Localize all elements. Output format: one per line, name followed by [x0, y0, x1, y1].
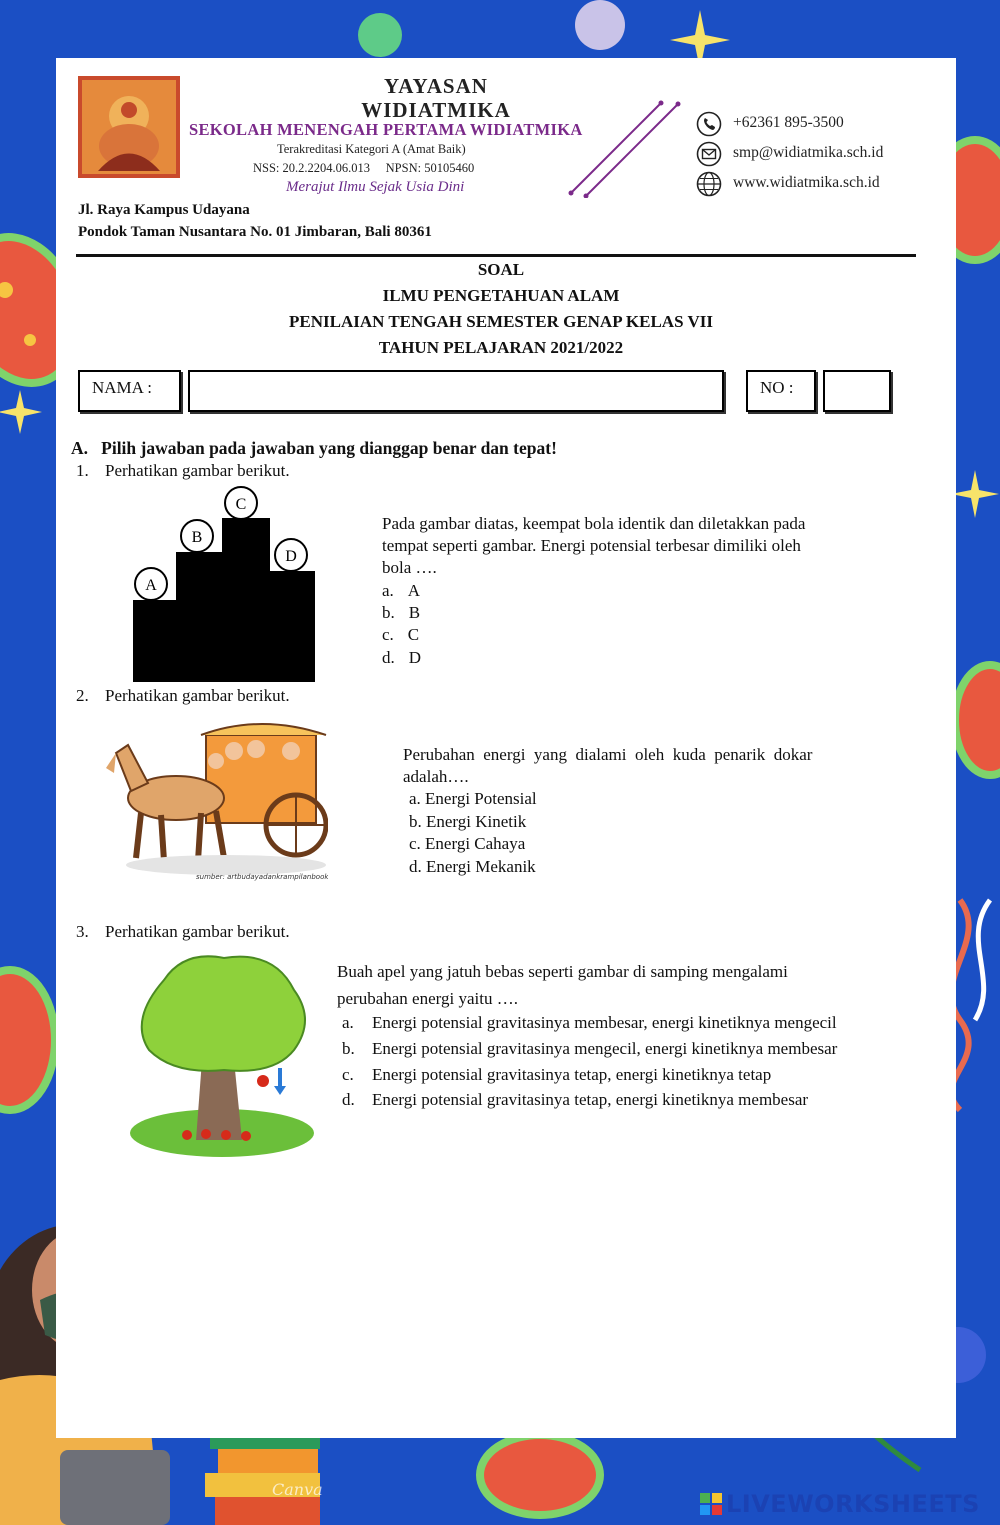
q3-option-d[interactable]: d. Energi potensial gravitasinya tetap, energi kinetiknya membesar: [342, 1090, 809, 1109]
q2-option-c[interactable]: c. Energi Cahaya: [409, 834, 526, 853]
q1-stairs-figure: [126, 486, 326, 684]
q3-option-a[interactable]: a. Energi potensial gravitasinya membesar, energi kinetiknya mengecil: [342, 1013, 837, 1032]
worksheet-page: [56, 58, 956, 1438]
q3-option-c[interactable]: c. Energi potensial gravitasinya tetap, energi kinetiknya tetap: [342, 1065, 772, 1084]
q2-horse-cart-image: [106, 713, 328, 883]
q3-option-b[interactable]: b. Energi potensial gravitasinya mengecil, energi kinetiknya membesar: [342, 1039, 838, 1058]
liveworksheets-icon: [700, 1493, 722, 1515]
ball-a-label: A: [145, 577, 157, 594]
q2-intro: Perhatikan gambar berikut.: [105, 686, 290, 705]
q1-text: Pada gambar diatas, keempat bola identik dan diletakkan pada tempat seperti gambar. Energi potensial terbesar dimiliki oleh bola ….: [382, 514, 806, 577]
q3-number: 3.: [76, 922, 89, 941]
title-exam: PENILAIAN TENGAH SEMESTER GENAP KELAS VII: [288, 312, 713, 331]
q1-option-d[interactable]: d. D: [382, 648, 422, 667]
title-soal: SOAL: [477, 260, 525, 279]
q1-number: 1.: [76, 461, 89, 480]
name-input[interactable]: [188, 370, 724, 412]
canva-watermark: Canva: [272, 1480, 323, 1499]
q1-option-c[interactable]: c. C: [382, 625, 420, 644]
q1-option-a[interactable]: a. A: [382, 581, 421, 600]
email-icon: [696, 141, 722, 167]
phone-icon: [696, 111, 722, 137]
name-label: NAMA :: [78, 370, 181, 412]
school-motto: Merajut Ilmu Sejak Usia Dini: [286, 179, 465, 195]
ball-c-label: C: [235, 496, 247, 513]
school-name: SEKOLAH MENENGAH PERTAMA WIDIATMIKA: [189, 120, 583, 139]
globe-icon: [696, 171, 722, 197]
title-subject: ILMU PENGETAHUAN ALAM: [382, 286, 620, 305]
foundation-name: YAYASAN WIDIATMIKA: [361, 74, 511, 122]
q2-option-b[interactable]: b. Energi Kinetik: [409, 812, 527, 831]
title-year: TAHUN PELAJARAN 2021/2022: [378, 338, 624, 357]
q1-intro: Perhatikan gambar berikut.: [105, 461, 290, 480]
q3-apple-tree-image: [124, 950, 316, 1158]
q1-option-b[interactable]: b. B: [382, 603, 421, 622]
q2-option-a[interactable]: a. Energi Potensial: [409, 789, 537, 808]
contact-website: www.widiatmika.sch.id: [733, 174, 880, 191]
q2-option-d[interactable]: d. Energi Mekanik: [409, 857, 536, 876]
ball-d-label: D: [285, 548, 297, 565]
ball-b-label: B: [191, 529, 203, 546]
liveworksheets-logo[interactable]: [700, 1490, 980, 1518]
q3-intro: Perhatikan gambar berikut.: [105, 922, 290, 941]
address-line-1: Jl. Raya Kampus Udayana: [78, 202, 250, 218]
header-decoration: [566, 98, 686, 198]
contact-email: smp@widiatmika.sch.id: [733, 144, 884, 161]
q2-text: Perubahan energi yang dialami oleh kuda penarik dokar adalah….: [403, 745, 813, 786]
nss-npsn: NSS: 20.2.2204.06.013 NPSN: 50105460: [253, 161, 475, 175]
school-logo-emblem: [78, 76, 180, 178]
number-input[interactable]: [823, 370, 891, 412]
section-heading: A. Pilih jawaban pada jawaban yang dianggap benar dan tepat!: [71, 438, 557, 458]
liveworksheets-text: LIVEWORKSHEETS: [726, 1490, 980, 1518]
address-line-2: Pondok Taman Nusantara No. 01 Jimbaran, Bali 80361: [78, 224, 432, 240]
q2-number: 2.: [76, 686, 89, 705]
accreditation: Terakreditasi Kategori A (Amat Baik): [277, 142, 466, 156]
header-divider: [76, 254, 916, 257]
number-label: NO :: [746, 370, 816, 412]
q3-text: Buah apel yang jatuh bebas seperti gambar di samping mengalami perubahan energi yaitu ….: [337, 962, 788, 1008]
q2-image-caption: sumber: artbudayadankrampilanbook: [196, 873, 328, 881]
contact-phone: +62361 895-3500: [733, 114, 844, 131]
